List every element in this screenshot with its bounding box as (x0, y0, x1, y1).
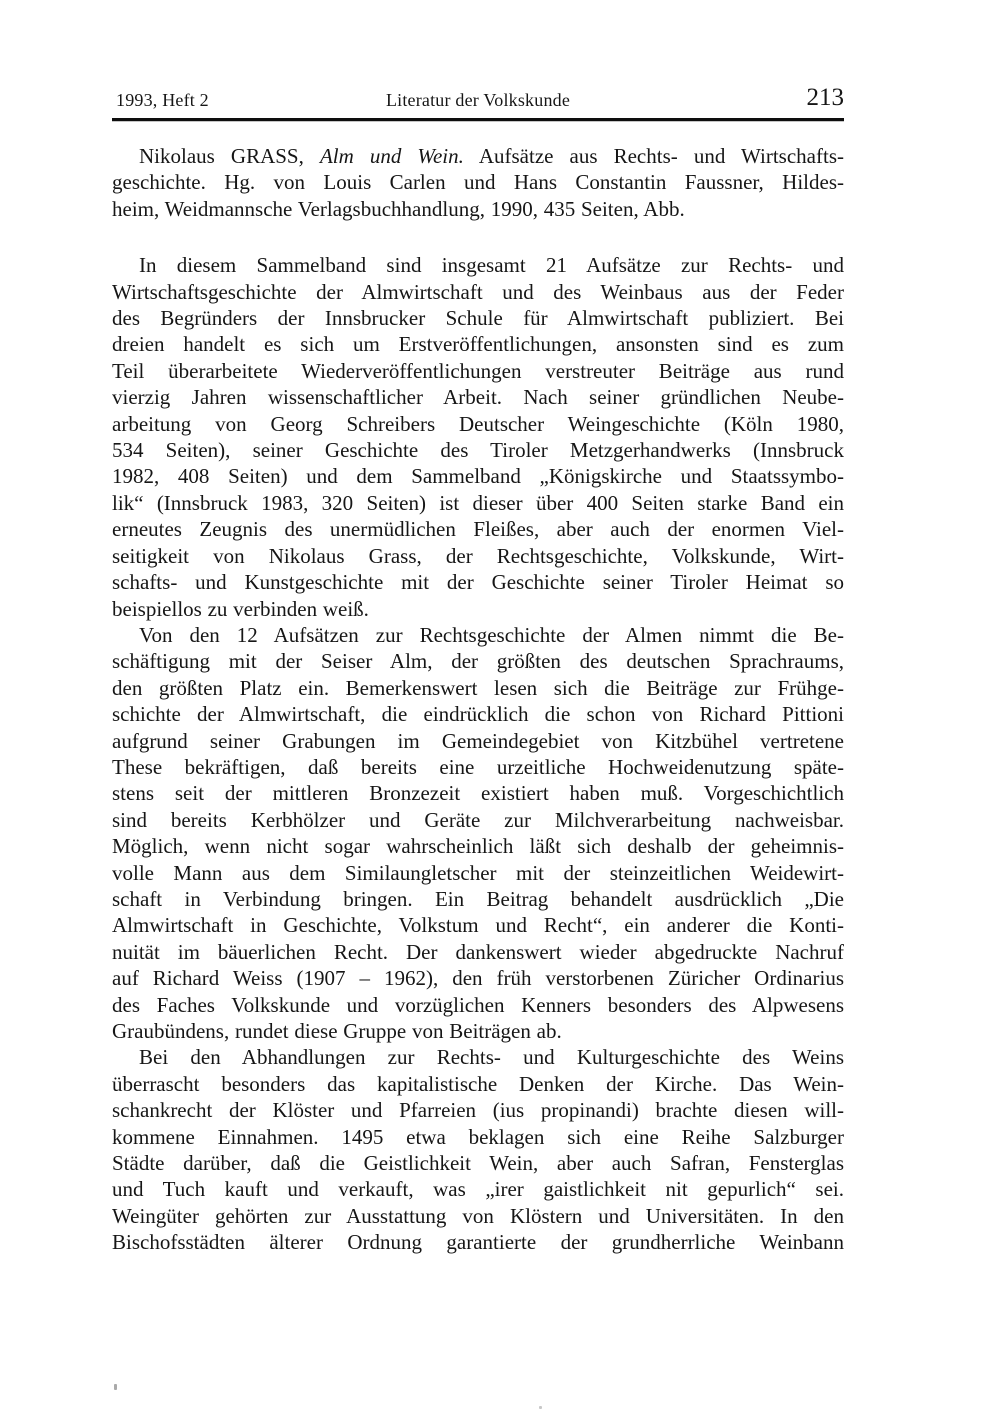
text-line (112, 780, 844, 806)
text-line (112, 648, 844, 674)
text-segment: 534 Seiten), seiner Geschichte des Tiroler Metzgerhandwerks (Innsbruck (112, 438, 844, 463)
scan-speck (114, 1384, 117, 1390)
text-line (112, 860, 844, 886)
text-segment: des Begründers der Innsbrucker Schule für Almwirtschaft publiziert. Bei (112, 306, 844, 331)
text-line (112, 754, 844, 780)
text-line (112, 807, 844, 833)
header-issue: 1993, Heft 2 (116, 90, 209, 110)
text-segment: Städte darüber, daß die Geistlichkeit Wein, aber auch Safran, Fensterglas (112, 1151, 844, 1176)
page-number: 213 (806, 84, 844, 111)
text-line (112, 463, 844, 489)
text-line (112, 833, 844, 859)
text-segment: nuität im bäuerlichen Recht. Der dankenswert wieder abgedruckte Nachruf (112, 939, 844, 964)
text-segment: kommene Einnahmen. 1495 etwa beklagen sich eine Reihe Salzburger (112, 1124, 844, 1149)
text-segment: auf Richard Weiss (1907 – 1962), den früh verstorbenen Züricher Ordinarius (112, 966, 844, 991)
text-segment: aufgrund seiner Grabungen im Gemeindegebiet von Kitzbühel vertretene (112, 728, 844, 753)
text-line (112, 331, 844, 357)
text-segment: Wirtschaftsgeschichte der Almwirtschaft und des Weinbaus aus der Feder (112, 279, 844, 304)
text-segment: Bischofsstädten älterer Ordnung garantierte der grundherrliche Weinbann (112, 1230, 844, 1255)
text-segment: den größten Platz ein. Bemerkenswert lesen sich die Beiträge zur Frühge- (112, 675, 844, 700)
paragraph (112, 622, 844, 1045)
text-line (112, 912, 844, 938)
text-line (112, 358, 844, 384)
scan-speck (539, 1406, 542, 1409)
text-segment: Almwirtschaft in Geschichte, Volkstum und Recht“, ein anderer die Konti- (112, 913, 844, 938)
text-line (112, 1176, 844, 1202)
text-line (112, 490, 844, 516)
text-line (112, 437, 844, 463)
text-segment: geschichte. Hg. von Louis Carlen und Hans Constantin Faussner, Hildes- (112, 170, 844, 195)
text-segment: sind bereits Kerbhölzer und Geräte zur Milchverarbeitung nachweisbar. (112, 807, 844, 832)
text-line (112, 992, 844, 1018)
text-segment: 1982, 408 Seiten) und dem Sammelband „Königskirche und Staatssymbo- (112, 464, 844, 489)
text-line (112, 1018, 844, 1044)
text-line (112, 596, 844, 622)
text-segment: These bekräftigen, daß bereits eine urzeitliche Hochweidenutzung späte- (112, 754, 844, 779)
text-segment: arbeitung von Georg Schreibers Deutscher Weingeschichte (Köln 1980, (112, 411, 844, 436)
text-segment: Teil überarbeitete Wiederveröffentlichungen verstreuter Beiträge aus rund (112, 358, 844, 383)
text-segment: und Tuch kauft und verkauft, was „irer gaistlichkeit nit gepurlich“ sei. (112, 1177, 844, 1202)
text-line (112, 1229, 844, 1255)
article-body (112, 143, 844, 1256)
text-line (112, 384, 844, 410)
text-segment: Weingüter gehörten zur Ausstattung von Klöstern und Universitäten. In den (112, 1203, 844, 1228)
book-title-italic: Alm und Wein. (319, 144, 464, 168)
text-line (112, 1124, 844, 1150)
text-segment: heim, Weidmannsche Verlagsbuchhandlung, 1990, 435 Seiten, Abb. (112, 196, 685, 221)
text-segment: Nikolaus GRASS, (139, 144, 320, 168)
text-line (112, 305, 844, 331)
text-segment: vierzig Jahren wissenschaftlicher Arbeit. Nach seiner gründlichen Neube- (112, 385, 844, 410)
text-segment: seitigkeit von Nikolaus Grass, der Rechtsgeschichte, Volkskunde, Wirt- (112, 543, 844, 568)
text-line (112, 1203, 844, 1229)
text-segment: dreien handelt es sich um Erstveröffentlichungen, ansonsten sind es zum (112, 332, 844, 357)
text-segment: Graubündens, rundet diese Gruppe von Beiträgen ab. (112, 1019, 562, 1043)
text-line (112, 411, 844, 437)
text-line (112, 939, 844, 965)
text-line (112, 252, 844, 278)
text-segment: überrascht besonders das kapitalistische Denken der Kirche. Das Wein- (112, 1071, 844, 1096)
text-segment: Möglich, wenn nicht sogar wahrscheinlich läßt sich deshalb der geheimnis- (112, 834, 844, 859)
text-line (112, 1044, 844, 1070)
text-line (112, 701, 844, 727)
text-segment: Bei den Abhandlungen zur Rechts- und Kulturgeschichte des Weins (139, 1045, 844, 1070)
header-rule (112, 118, 844, 121)
text-segment: beispiellos zu verbinden weiß. (112, 596, 369, 621)
text-line (112, 675, 844, 701)
text-segment: erneutes Zeugnis des unermüdlichen Fleißes, aber auch der enormen Viel- (112, 517, 844, 542)
text-line (112, 169, 844, 195)
text-segment: schafts- und Kunstgeschichte mit der Geschichte seiner Tiroler Heimat so (112, 570, 844, 595)
text-segment: schaft in Verbindung bringen. Ein Beitrag behandelt ausdrücklich „Die (112, 886, 844, 911)
text-segment: schankrecht der Klöster und Pfarreien (ius propinandi) brachte diesen will- (112, 1098, 844, 1123)
text-segment: stens seit der mittleren Bronzezeit existiert haben muß. Vorgeschichtlich (112, 781, 844, 806)
text-segment: volle Mann aus dem Similaungletscher mit der steinzeitlichen Weidewirt- (112, 860, 844, 885)
header-section-title: Literatur der Volkskunde (385, 90, 571, 110)
text-line (112, 965, 844, 991)
text-line (112, 569, 844, 595)
text-line (112, 1150, 844, 1176)
text-line (112, 543, 844, 569)
page-content (112, 0, 844, 1256)
text-line (112, 143, 844, 169)
text-segment: des Faches Volkskunde und vorzüglichen Kenners besonders des Alpwesens (112, 992, 844, 1017)
paragraph (112, 1044, 844, 1255)
text-line (112, 728, 844, 754)
text-line (112, 1071, 844, 1097)
text-line (112, 1097, 844, 1123)
text-segment: Von den 12 Aufsätzen zur Rechtsgeschichte der Almen nimmt die Be- (139, 622, 844, 647)
text-line (112, 622, 844, 648)
text-segment: In diesem Sammelband sind insgesamt 21 Aufsätze zur Rechts- und (139, 253, 844, 278)
text-line (112, 516, 844, 542)
text-line (112, 886, 844, 912)
paragraph (112, 252, 844, 622)
running-header (112, 84, 844, 111)
text-segment: schichte der Almwirtschaft, die eindrücklich die schon von Richard Pittioni (112, 702, 844, 727)
text-line (112, 279, 844, 305)
text-segment: Aufsätze aus Rechts- und Wirtschafts- (463, 144, 844, 168)
text-segment: schäftigung mit der Seiser Alm, der größten des deutschen Sprachraums, (112, 649, 844, 674)
text-line (112, 196, 844, 222)
text-segment: lik“ (Innsbruck 1983, 320 Seiten) ist dieser über 400 Seiten starke Band ein (112, 490, 844, 515)
paragraph (112, 143, 844, 222)
